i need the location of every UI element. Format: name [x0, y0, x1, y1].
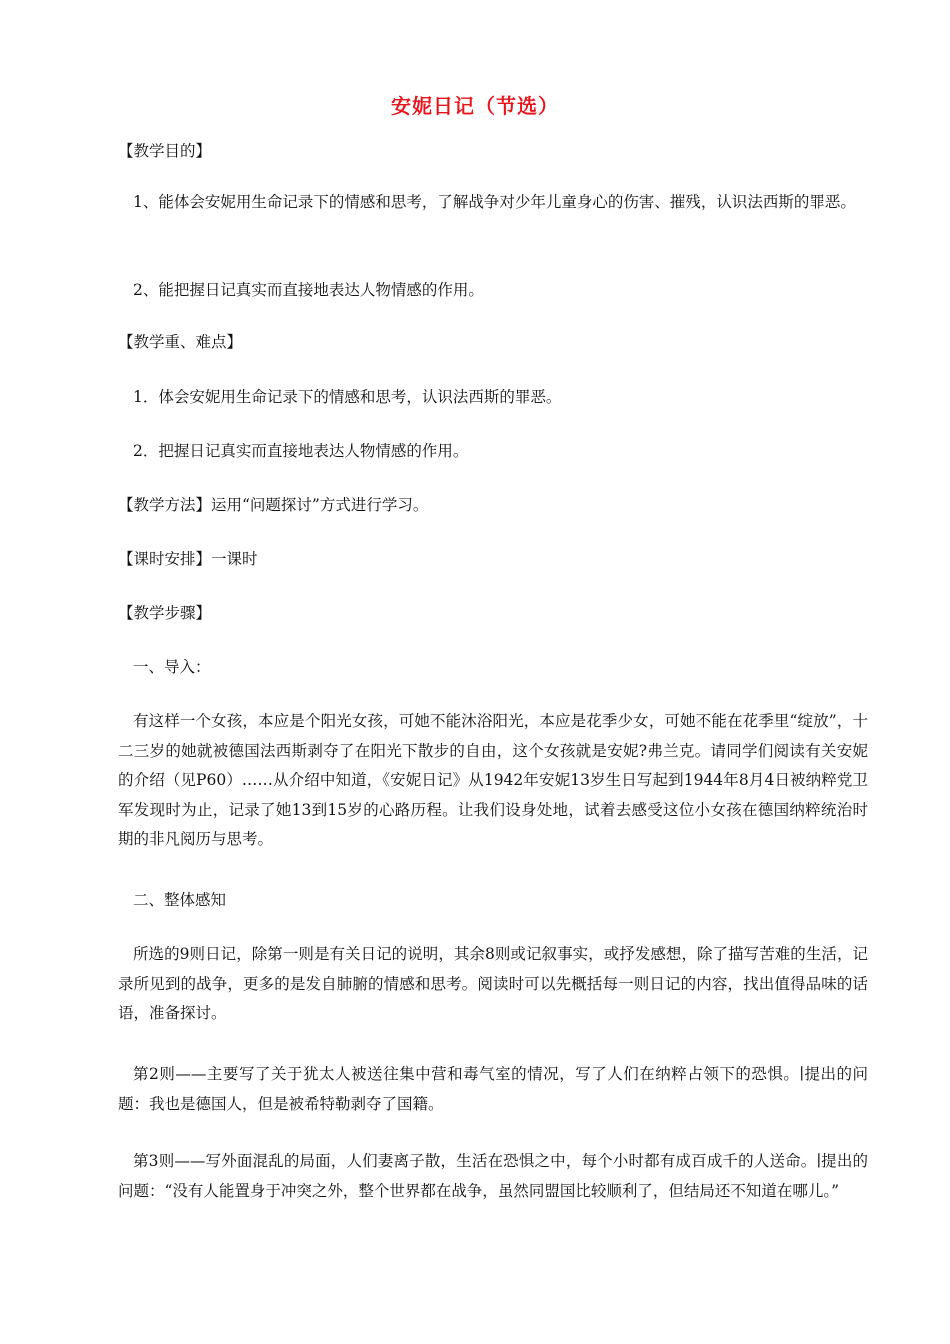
overall-heading: 二、整体感知 — [133, 891, 227, 909]
diary-entry-3: 第3则——写外面混乱的局面，人们妻离子散，生活在恐惧之中，每个小时都有成百成千的人送命。∣提出的问题：“没有人能置身于冲突之外，整个世界都在战争，虽然同盟国比较顺利了，但结局还不知道在哪儿。” — [118, 1152, 868, 1200]
objective-item-2: 2、能把握日记真实而直接地表达人物情感的作用。 — [133, 281, 484, 299]
document-title: 安妮日记（节选） — [391, 94, 559, 118]
objective-heading: 【教学目的】 — [118, 142, 212, 160]
objective-item-1: 1、能体会安妮用生命记录下的情感和思考，了解战争对少年儿童身心的伤害、摧残，认识法西斯的罪恶。 — [133, 193, 856, 211]
keypoint-item-1: 1．体会安妮用生命记录下的情感和思考，认识法西斯的罪恶。 — [133, 388, 562, 406]
keypoints-heading: 【教学重、难点】 — [118, 333, 243, 351]
intro-heading: 一、导入： — [133, 658, 211, 676]
overall-paragraph: 所选的9则日记，除第一则是有关日记的说明，其余8则或记叙事实，或抒发感想，除了描写苦难的生活，记录所见到的战争，更多的是发自肺腑的情感和思考。阅读时可以先概括每一则日记的内容，找出值得品味的话语，准备探讨。 — [118, 945, 868, 1022]
diary-entry-2: 第2则——主要写了关于犹太人被送往集中营和毒气室的情况，写了人们在纳粹占领下的恐惧。∣提出的问题：我也是德国人，但是被希特勒剥夺了国籍。 — [118, 1065, 868, 1113]
teaching-method: 【教学方法】运用“问题探讨”方式进行学习。 — [118, 496, 429, 514]
intro-paragraph: 有这样一个女孩，本应是个阳光女孩，可她不能沐浴阳光，本应是花季少女，可她不能在花季里“绽放”，十二三岁的她就被德国法西斯剥夺了在阳光下散步的自由，这个女孩就是安妮?弗兰克。请同学们阅读有关安妮的介绍（见P60）……从介绍中知道，《安妮日记》从1942年安妮13岁生日写起到1944年8月4日被纳粹党卫军发现时为止，记录了她13到15岁的心路历程。让我们设身处地，试着去感受这位小女孩在德国纳粹统治时期的非凡阅历与思考。 — [118, 712, 868, 848]
steps-heading: 【教学步骤】 — [118, 604, 212, 622]
lesson-schedule: 【课时安排】一课时 — [118, 550, 258, 568]
keypoint-item-2: 2．把握日记真实而直接地表达人物情感的作用。 — [133, 442, 469, 460]
